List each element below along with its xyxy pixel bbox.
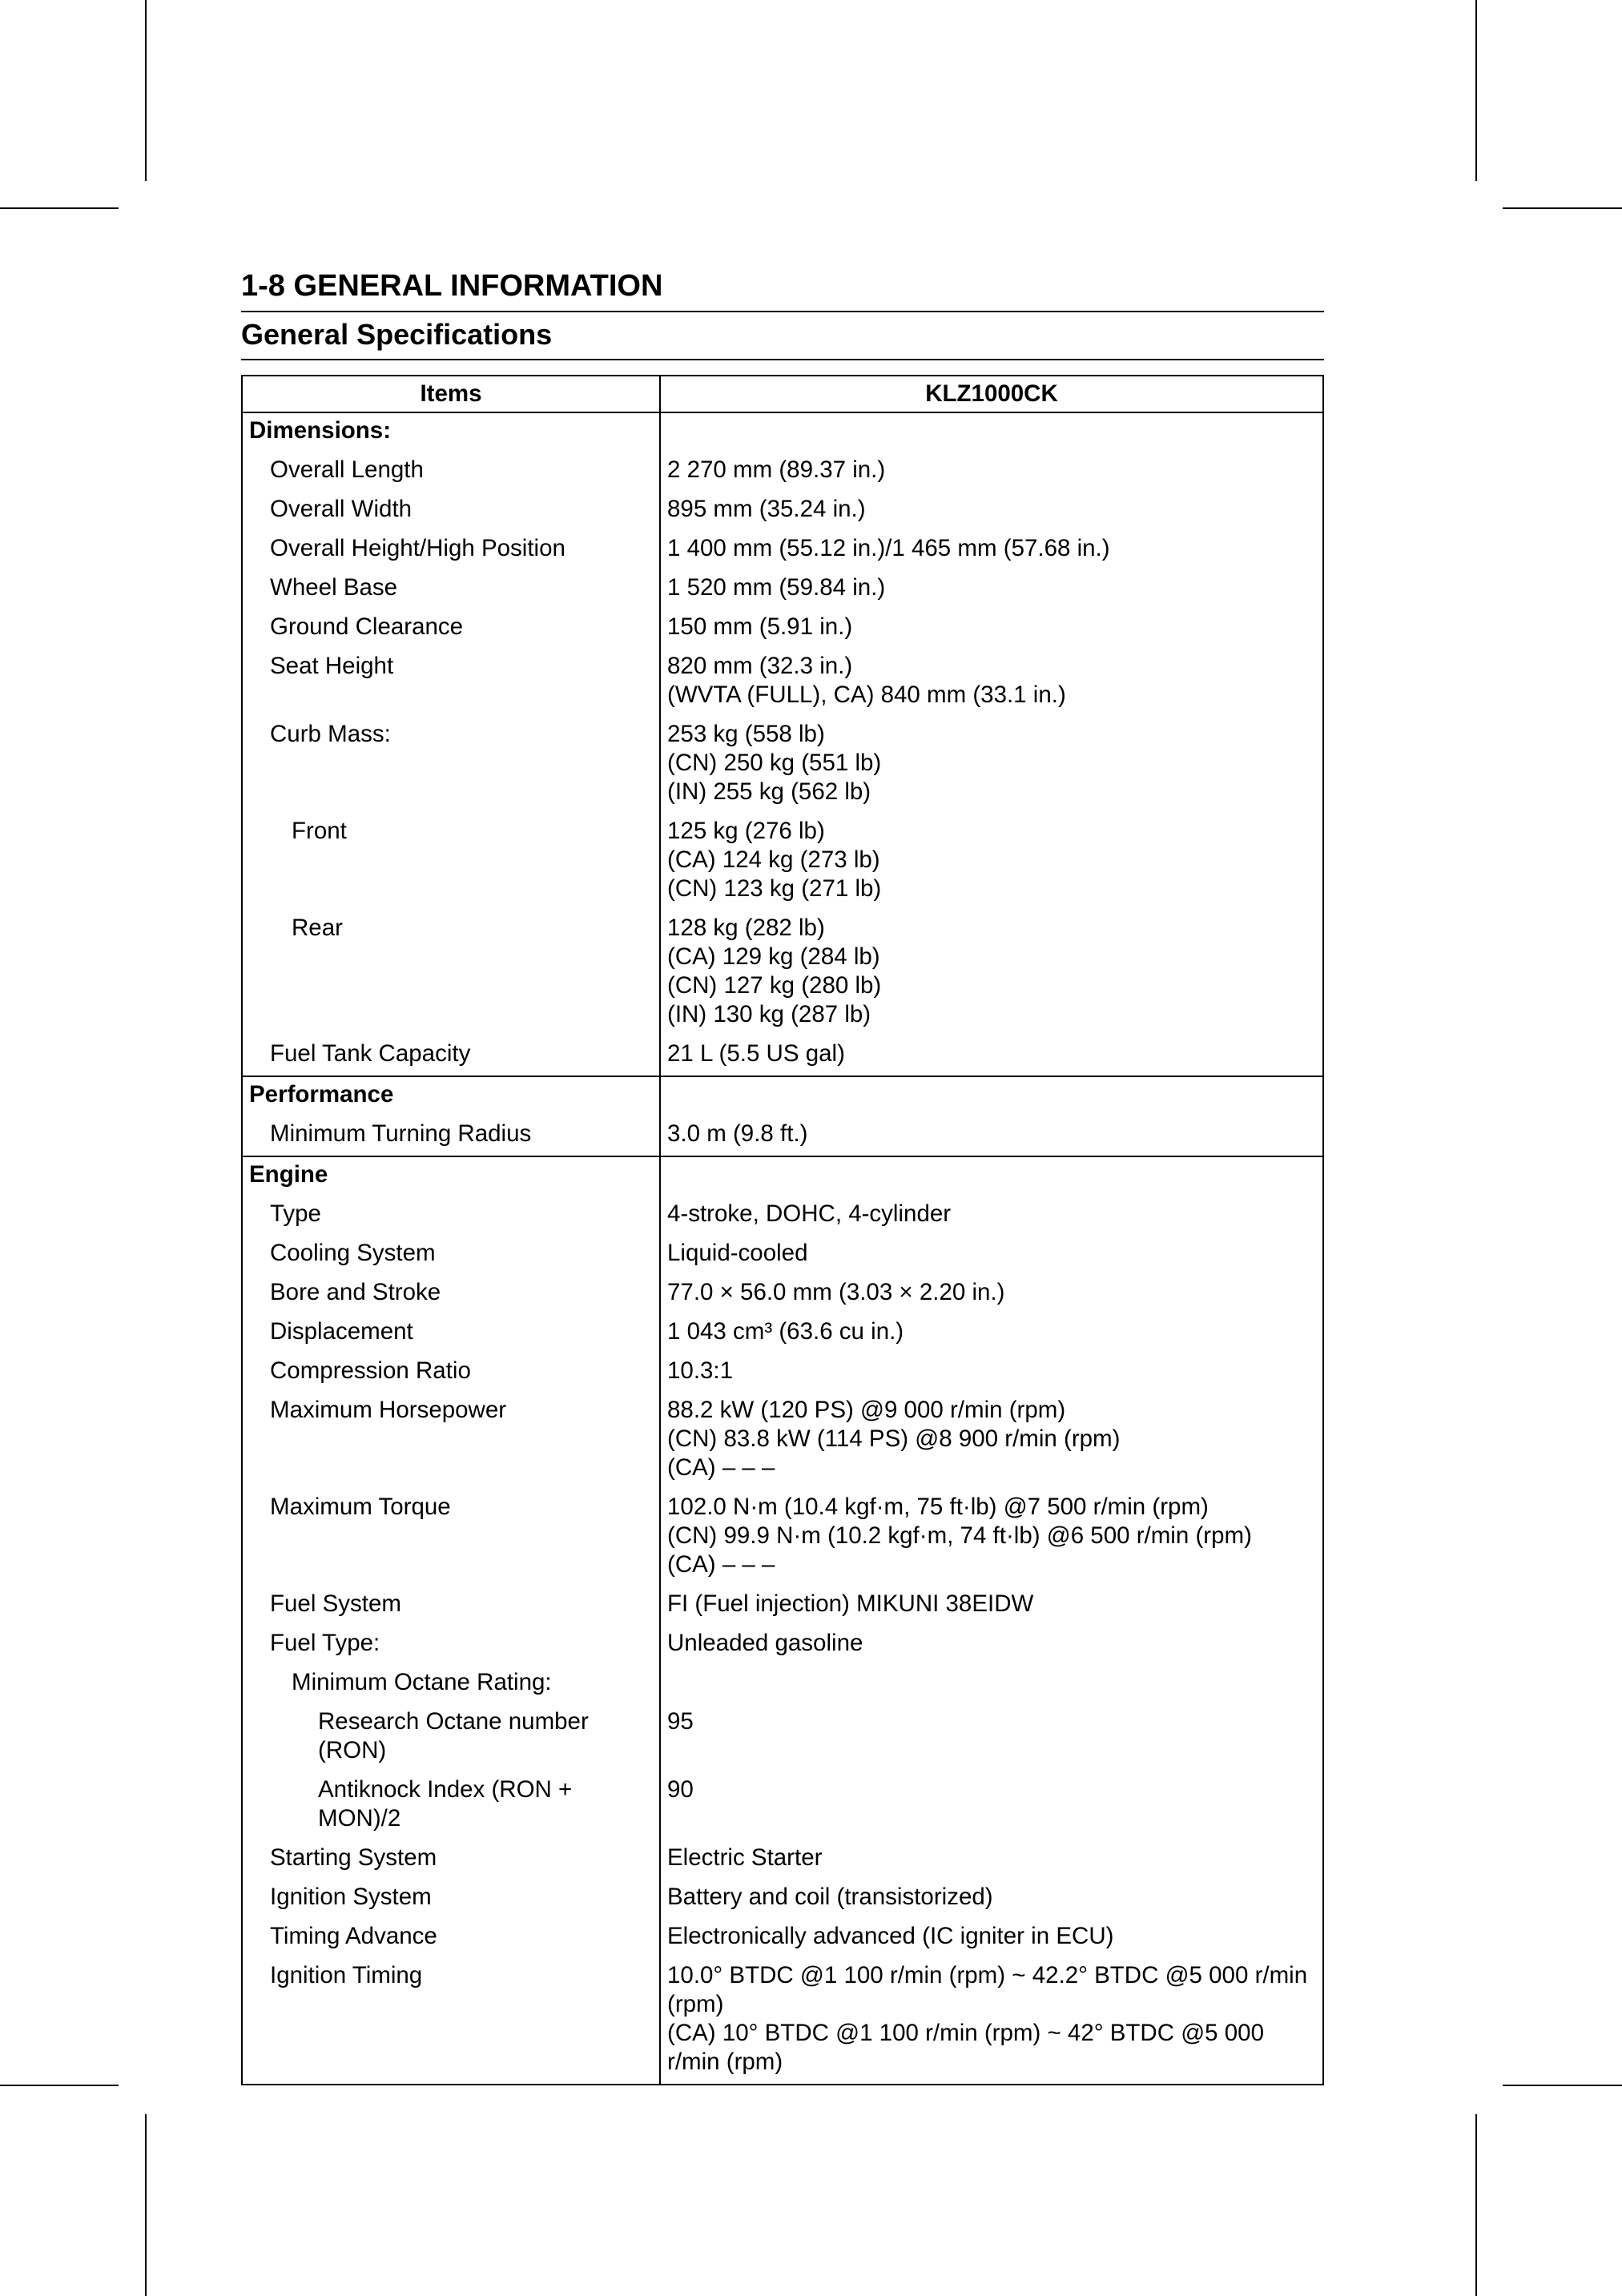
crop-mark (1475, 2114, 1477, 2296)
spec-value-line: 95 (667, 1708, 694, 1735)
table-row (242, 570, 1323, 609)
specifications-table (241, 375, 1324, 2085)
spec-value (660, 1665, 1323, 1704)
spec-value-line: 102.0 N·m (10.4 kgf·m, 75 ft·lb) @7 500 r/min (rpm) (667, 1494, 1209, 1520)
crop-mark (1503, 2085, 1622, 2086)
spec-value-line: 253 kg (558 lb) (667, 721, 825, 747)
category-value-empty (660, 1156, 1323, 1196)
spec-value (660, 1353, 1323, 1393)
crop-mark (0, 207, 119, 209)
spec-value-line: 1 520 mm (59.84 in.) (667, 574, 886, 601)
table-row (242, 609, 1323, 649)
table-row (242, 1236, 1323, 1275)
spec-value-line: 88.2 kW (120 PS) @9 000 r/min (rpm) (667, 1397, 1066, 1423)
spec-value-line: (IN) 255 kg (562 lb) (667, 778, 871, 805)
crop-mark (145, 0, 147, 181)
spec-value-line: (CN) 83.8 kW (114 PS) @8 900 r/min (rpm) (667, 1425, 1121, 1452)
spec-item: Seat Height (242, 649, 660, 717)
spec-value (660, 531, 1323, 570)
table-row (242, 814, 1323, 911)
table-row (242, 649, 1323, 717)
category-value-empty (660, 1076, 1323, 1116)
spec-item: Rear (242, 911, 660, 1036)
spec-value-line: 10.3:1 (667, 1357, 734, 1384)
spec-value-line: 77.0 × 56.0 mm (3.03 × 2.20 in.) (667, 1279, 1005, 1305)
page-header (241, 264, 1324, 360)
section-title: General Specifications (241, 312, 1324, 360)
spec-item: Fuel System (242, 1586, 660, 1626)
spec-value (660, 1772, 1323, 1840)
spec-item: Cooling System (242, 1236, 660, 1275)
spec-item: Starting System (242, 1840, 660, 1880)
table-row (242, 1626, 1323, 1665)
spec-item: Minimum Turning Radius (242, 1116, 660, 1156)
spec-value-line: Electronically advanced (IC igniter in ECU) (667, 1923, 1114, 1949)
category-value-empty (660, 412, 1323, 452)
category-row (242, 412, 1323, 452)
spec-item: Overall Width (242, 492, 660, 531)
spec-value (660, 1314, 1323, 1353)
spec-value-line: Unleaded gasoline (667, 1630, 863, 1656)
spec-value (660, 609, 1323, 649)
category-label: Performance (242, 1076, 660, 1116)
spec-value-line: 895 mm (35.24 in.) (667, 496, 866, 522)
spec-value-line: (CA) – – – (667, 1454, 775, 1481)
spec-value (660, 570, 1323, 609)
spec-item: Research Octane number (RON) (242, 1704, 660, 1772)
table-row (242, 911, 1323, 1036)
spec-item: Fuel Type: (242, 1626, 660, 1665)
spec-value-line: (CN) 99.9 N·m (10.2 kgf·m, 74 ft·lb) @6 500 r/min (rpm) (667, 1522, 1252, 1549)
spec-value-line: Electric Starter (667, 1844, 823, 1871)
spec-value-line: 3.0 m (9.8 ft.) (667, 1120, 808, 1147)
category-row (242, 1076, 1323, 1116)
spec-value (660, 1880, 1323, 1919)
spec-value-line: FI (Fuel injection) MIKUNI 38EIDW (667, 1590, 1034, 1617)
spec-value (660, 717, 1323, 814)
table-row (242, 1704, 1323, 1772)
spec-value-line: 128 kg (282 lb) (667, 915, 825, 941)
table-row (242, 1772, 1323, 1840)
spec-value-line: (CN) 250 kg (551 lb) (667, 750, 882, 776)
crop-mark (0, 2085, 119, 2086)
spec-item: Ignition Timing (242, 1958, 660, 2085)
spec-value (660, 452, 1323, 492)
spec-value-line: (IN) 130 kg (287 lb) (667, 1001, 871, 1027)
spec-item: Maximum Torque (242, 1490, 660, 1586)
table-row (242, 1314, 1323, 1353)
spec-value (660, 1704, 1323, 1772)
table-row (242, 1665, 1323, 1704)
spec-value-line: 4-stroke, DOHC, 4-cylinder (667, 1200, 952, 1227)
table-row (242, 531, 1323, 570)
spec-value-line: (CN) 123 kg (271 lb) (667, 875, 882, 902)
spec-value (660, 1393, 1323, 1490)
table-header-row (242, 376, 1323, 412)
spec-value (660, 1116, 1323, 1156)
table-body (242, 412, 1323, 2085)
spec-value-line: (CA) 10° BTDC @1 100 r/min (rpm) ~ 42° BTDC @5 000 r/min (rpm) (667, 2020, 1264, 2075)
table-row (242, 1958, 1323, 2085)
spec-value-line: 21 L (5.5 US gal) (667, 1040, 845, 1067)
spec-value (660, 649, 1323, 717)
spec-item: Type (242, 1196, 660, 1236)
spec-value-line: 1 043 cm³ (63.6 cu in.) (667, 1318, 904, 1345)
table-row (242, 1919, 1323, 1958)
spec-value-line: (CA) – – – (667, 1551, 775, 1578)
spec-value (660, 1236, 1323, 1275)
table-row (242, 717, 1323, 814)
table-row (242, 1196, 1323, 1236)
spec-value (660, 1490, 1323, 1586)
category-row (242, 1156, 1323, 1196)
spec-value-line: 820 mm (32.3 in.) (667, 653, 853, 679)
table-row (242, 452, 1323, 492)
spec-value-line: (WVTA (FULL), CA) 840 mm (33.1 in.) (667, 682, 1066, 708)
category-label: Engine (242, 1156, 660, 1196)
crop-mark (1503, 207, 1622, 209)
spec-item: Displacement (242, 1314, 660, 1353)
spec-value (660, 1036, 1323, 1076)
spec-item: Curb Mass: (242, 717, 660, 814)
spec-value-line: 10.0° BTDC @1 100 r/min (rpm) ~ 42.2° BTDC @5 000 r/min (rpm) (667, 1962, 1308, 2017)
spec-value-line: Liquid-cooled (667, 1240, 808, 1266)
spec-value-line: 1 400 mm (55.12 in.)/1 465 mm (57.68 in.) (667, 535, 1110, 561)
table-row (242, 492, 1323, 531)
spec-value (660, 1275, 1323, 1314)
spec-value (660, 492, 1323, 531)
column-header-model: KLZ1000CK (660, 376, 1323, 412)
spec-item: Wheel Base (242, 570, 660, 609)
spec-value-line: (CA) 129 kg (284 lb) (667, 943, 880, 970)
table-row (242, 1393, 1323, 1490)
spec-value-line: 90 (667, 1776, 694, 1803)
spec-value (660, 1919, 1323, 1958)
spec-item: Front (242, 814, 660, 911)
spec-value (660, 1958, 1323, 2085)
spec-value-line: 150 mm (5.91 in.) (667, 613, 853, 640)
spec-item: Compression Ratio (242, 1353, 660, 1393)
table-row (242, 1275, 1323, 1314)
spec-value (660, 1840, 1323, 1880)
spec-value-line: (CA) 124 kg (273 lb) (667, 846, 880, 873)
spec-value (660, 814, 1323, 911)
table-row (242, 1586, 1323, 1626)
spec-value-line: 2 270 mm (89.37 in.) (667, 456, 886, 483)
spec-value-line: 125 kg (276 lb) (667, 818, 825, 844)
table-row (242, 1490, 1323, 1586)
spec-item: Overall Length (242, 452, 660, 492)
table-row (242, 1036, 1323, 1076)
spec-item: Bore and Stroke (242, 1275, 660, 1314)
spec-item: Antiknock Index (RON + MON)/2 (242, 1772, 660, 1840)
spec-item: Ignition System (242, 1880, 660, 1919)
spec-item: Minimum Octane Rating: (242, 1665, 660, 1704)
spec-value (660, 1196, 1323, 1236)
spec-item: Overall Height/High Position (242, 531, 660, 570)
crop-mark (1475, 0, 1477, 181)
table-row (242, 1840, 1323, 1880)
category-label: Dimensions: (242, 412, 660, 452)
spec-value-line: (CN) 127 kg (280 lb) (667, 972, 882, 999)
column-header-items: Items (242, 376, 660, 412)
crop-mark (145, 2114, 147, 2296)
spec-value (660, 911, 1323, 1036)
table-row (242, 1353, 1323, 1393)
spec-item: Maximum Horsepower (242, 1393, 660, 1490)
spec-item: Fuel Tank Capacity (242, 1036, 660, 1076)
table-row (242, 1116, 1323, 1156)
spec-value (660, 1626, 1323, 1665)
spec-item: Timing Advance (242, 1919, 660, 1958)
spec-value (660, 1586, 1323, 1626)
page-title: 1-8 GENERAL INFORMATION (241, 264, 1324, 312)
spec-value-line: Battery and coil (transistorized) (667, 1884, 993, 1910)
spec-item: Ground Clearance (242, 609, 660, 649)
table-row (242, 1880, 1323, 1919)
